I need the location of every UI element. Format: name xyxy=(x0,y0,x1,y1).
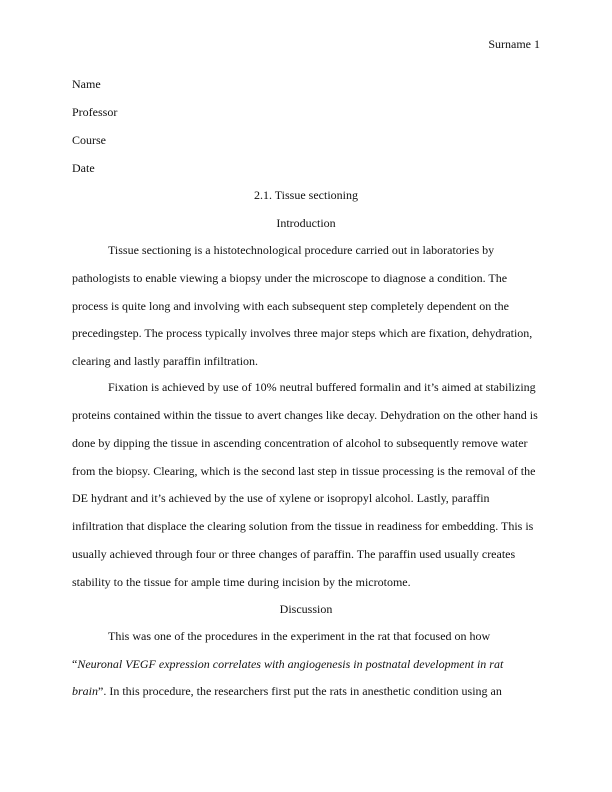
cited-title: Neuronal VEGF expression correlates with angiogenesis in postnatal development in rat xyxy=(77,657,504,671)
paragraph-line: This was one of the procedures in the experiment in the rat that focused on how xyxy=(108,629,491,643)
paragraph-text: ”. In this procedure, the researchers first put the rats in anesthetic condition using an xyxy=(98,684,502,698)
paragraph-line: precedingstep. The process typically involves three major steps which are fixation, dehydration, xyxy=(72,326,533,340)
paragraph-line xyxy=(72,684,502,698)
paragraph-line: process is quite long and involving with each subsequent step completely dependent on the xyxy=(72,299,509,313)
course-name: Course xyxy=(72,133,106,147)
paragraph-line: usually achieved through four or three changes of paraffin. The paraffin used usually creates xyxy=(72,547,516,561)
running-head: Surname 1 xyxy=(488,37,540,51)
paragraph-line: stability to the tissue for ample time during incision by the microtome. xyxy=(72,575,411,589)
open-quote: “ xyxy=(72,657,78,671)
paragraph-line: proteins contained within the tissue to avert changes like decay. Dehydration on the other hand is xyxy=(72,408,538,422)
paragraph-line: from the biopsy. Clearing, which is the second last step in tissue processing is the removal of the xyxy=(72,464,536,478)
paragraph-line xyxy=(72,657,503,671)
section-heading-discussion: Discussion xyxy=(279,602,333,616)
student-name: Name xyxy=(72,77,101,91)
paragraph-line: Tissue sectioning is a histotechnological procedure carried out in laboratories by xyxy=(108,243,495,257)
professor-name: Professor xyxy=(72,105,118,119)
paragraph-line: clearing and lastly paraffin infiltration. xyxy=(72,354,259,368)
paragraph-line: DE hydrant and it’s achieved by the use of xylene or isopropyl alcohol. Lastly, paraffin xyxy=(72,491,490,505)
date-line: Date xyxy=(72,161,95,175)
cited-title-end: brain xyxy=(72,684,99,698)
paragraph-line: infiltration that displace the clearing solution from the tissue in readiness for embedding. This is xyxy=(72,519,534,533)
paragraph-line: pathologists to enable viewing a biopsy under the microscope to diagnose a condition. The xyxy=(72,271,508,285)
paragraph-line: Fixation is achieved by use of 10% neutral buffered formalin and it’s aimed at stabilizing xyxy=(108,380,536,394)
paragraph-line: done by dipping the tissue in ascending concentration of alcohol to subsequently remove water xyxy=(72,436,528,450)
section-heading-introduction: Introduction xyxy=(276,216,336,230)
paper-title: 2.1. Tissue sectioning xyxy=(253,188,358,202)
